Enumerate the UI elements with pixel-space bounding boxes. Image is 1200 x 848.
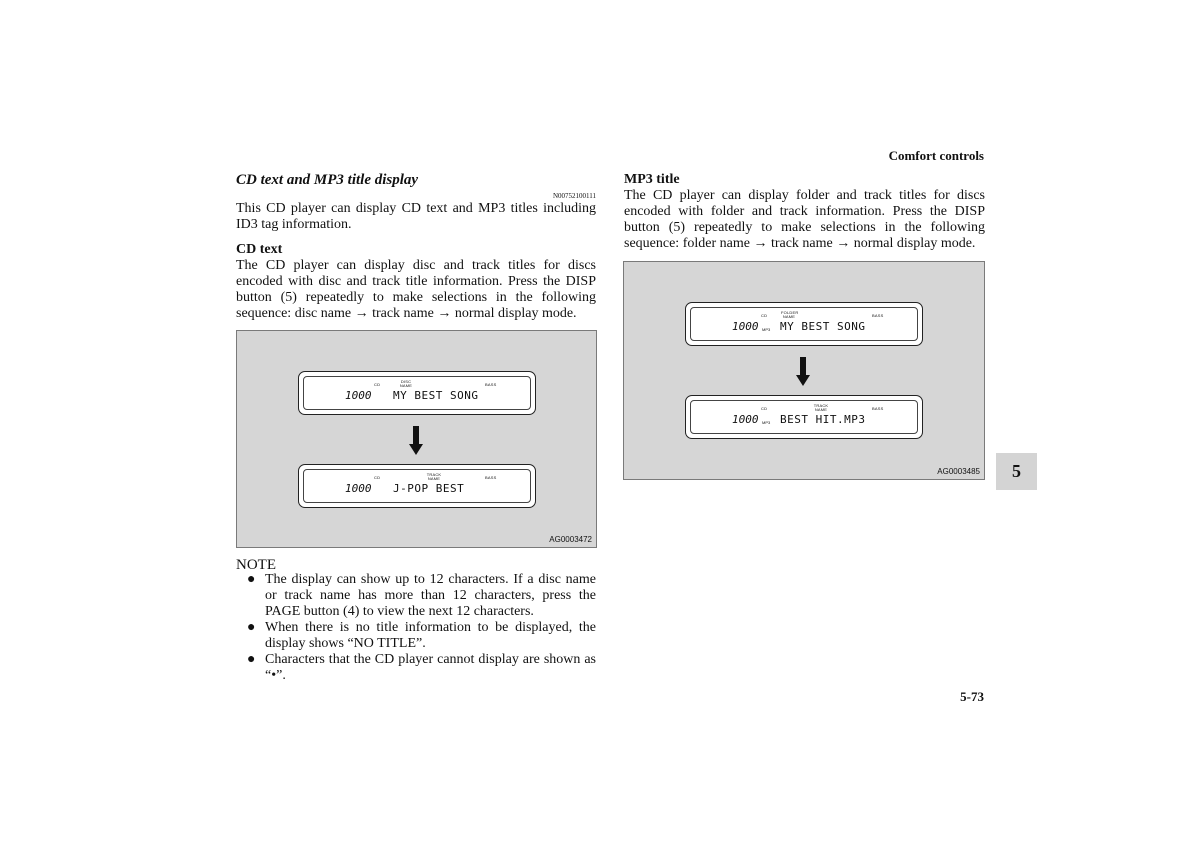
lcd-display-track-name	[685, 395, 923, 439]
mp3-title-subhead: MP3 title	[624, 172, 680, 187]
lcd-tag-bass: BASS	[485, 475, 497, 480]
note-item: ● When there is no title information to be displayed, the display shows “NO TITLE”.	[247, 620, 596, 651]
cd-text-paragraph: The CD player can display disc and track titles for discs encoded with disc and track title information. Press the DISP button (5) repeatedly to make selections in the following sequence: disc name → track name → normal display mode.	[236, 258, 596, 321]
lcd-tag-bass: BASS	[872, 313, 884, 318]
figure-code: AG0003485	[937, 467, 980, 476]
bullet-icon: ●	[247, 620, 256, 635]
lcd-tag-name: FOLDER NAME	[781, 310, 799, 319]
lcd-tag-name: TRACK NAME	[426, 472, 442, 481]
lcd-mp3-indicator: MP3	[762, 327, 771, 332]
lcd-tag-cd: CD	[374, 475, 381, 480]
page-number: 5-73	[960, 689, 984, 704]
note-item: ● The display can show up to 12 characters. If a disc name or track name has more than 12 characters, press the PAGE button (4) to view the next 12 characters.	[247, 572, 596, 619]
lcd-tag-cd: CD	[374, 382, 381, 387]
lcd-text: MY BEST SONG	[393, 389, 479, 402]
left-column	[236, 172, 596, 322]
lcd-display-track-name	[298, 464, 536, 508]
bullet-icon: ●	[247, 572, 256, 587]
cd-text-figure	[236, 330, 597, 548]
lcd-text: BEST HIT.MP3	[780, 413, 866, 426]
down-arrow-icon	[796, 357, 810, 387]
lcd-tag-bass: BASS	[485, 382, 497, 387]
mp3-title-paragraph: The CD player can display folder and track titles for discs encoded with folder and track information. Press the DISP button (5) repeatedly to make selections in the following sequence: folder name → track name → normal display mode.	[624, 188, 985, 251]
note-list	[236, 572, 596, 684]
down-arrow-icon	[409, 426, 423, 456]
section-tab: 5	[996, 453, 1037, 490]
lcd-display-folder-name	[685, 302, 923, 346]
intro-paragraph: This CD player can display CD text and MP3 titles including ID3 tag information.	[236, 201, 596, 232]
lcd-tag-name: DISC NAME	[399, 379, 413, 388]
figure-code: AG0003472	[549, 535, 592, 544]
note-item: ● Characters that the CD player cannot display are shown as “•”.	[247, 652, 596, 683]
lcd-mp3-indicator: MP3	[762, 420, 771, 425]
lcd-tag-cd: CD	[761, 406, 768, 411]
lcd-number: 1000	[732, 320, 759, 333]
lcd-text: J-POP BEST	[393, 482, 465, 495]
reference-code: N00752100111	[552, 192, 596, 200]
mp3-title-figure	[623, 261, 985, 480]
cd-text-subhead: CD text	[236, 242, 283, 257]
lcd-display-disc-name	[298, 371, 536, 415]
bullet-icon: ●	[247, 652, 256, 667]
lcd-number: 1000	[345, 389, 372, 402]
section-title: CD text and MP3 title display	[236, 172, 419, 188]
lcd-text: MY BEST SONG	[780, 320, 866, 333]
lcd-number: 1000	[345, 482, 372, 495]
lcd-tag-cd: CD	[761, 313, 768, 318]
running-head: Comfort controls	[888, 148, 984, 163]
lcd-tag-name: TRACK NAME	[813, 403, 829, 412]
right-column	[624, 172, 985, 252]
note-heading: NOTE	[236, 557, 276, 573]
lcd-number: 1000	[732, 413, 759, 426]
lcd-tag-bass: BASS	[872, 406, 884, 411]
